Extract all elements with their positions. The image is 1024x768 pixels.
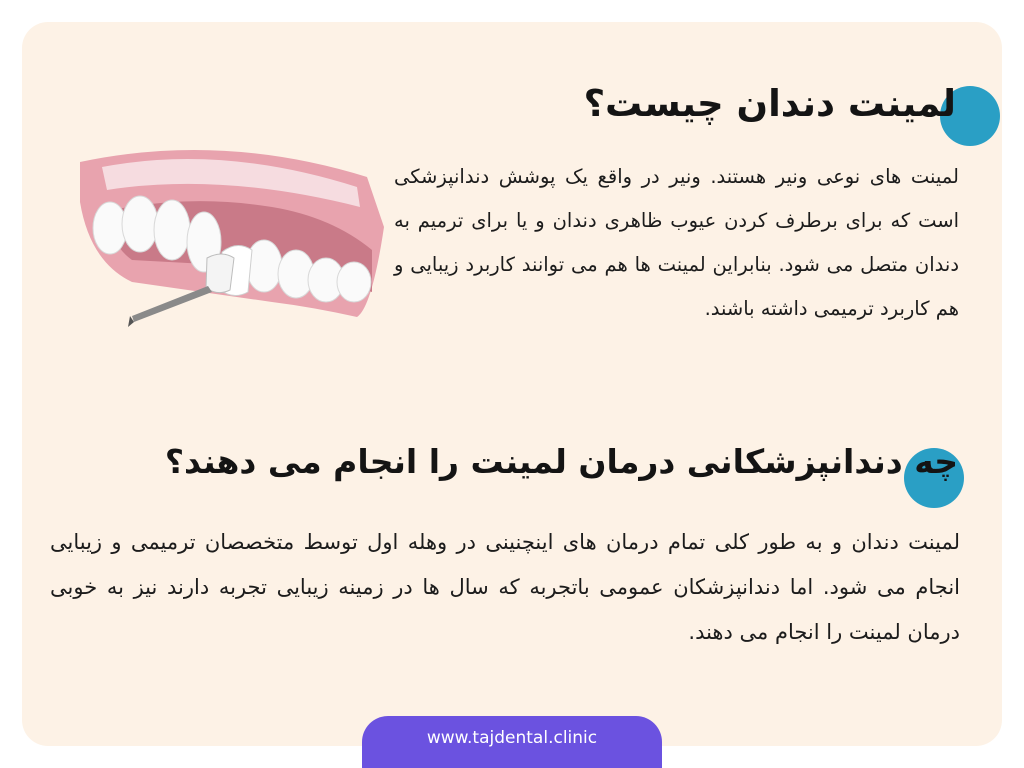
infographic-card [22,22,1002,746]
section-2-heading: چه دندانپزشکانی درمان لمینت را انجام می دهند؟ [164,442,958,481]
website-url[interactable]: www.tajdental.clinic [426,728,598,748]
section-1-paragraph: لمینت های نوعی ونیر هستند. ونیر در واقع یک پوشش دندانپزشکی است که برای برطرف کردن عیوب ظاهری دندان و یا برای ترمیم به دندان متصل می شود. بنابراین لمینت ها هم می توانند کاربرد زیبایی و هم کاربرد ترمیمی داشته باشند. [394,165,959,320]
section-1-heading: لمینت دندان چیست؟ [583,82,956,125]
section-2-paragraph: لمینت دندان و به طور کلی تمام درمان های اینچنینی در وهله اول توسط متخصصان ترمیمی و زیبایی انجام می شود. اما دندانپزشکان عمومی باتجربه که سال ها در زمینه زیبایی تجربه دارند نیز به خوبی درمان لمینت را انجام می دهند. [50,530,960,644]
website-badge [362,716,662,768]
teeth-veneer-illustration [72,132,392,332]
